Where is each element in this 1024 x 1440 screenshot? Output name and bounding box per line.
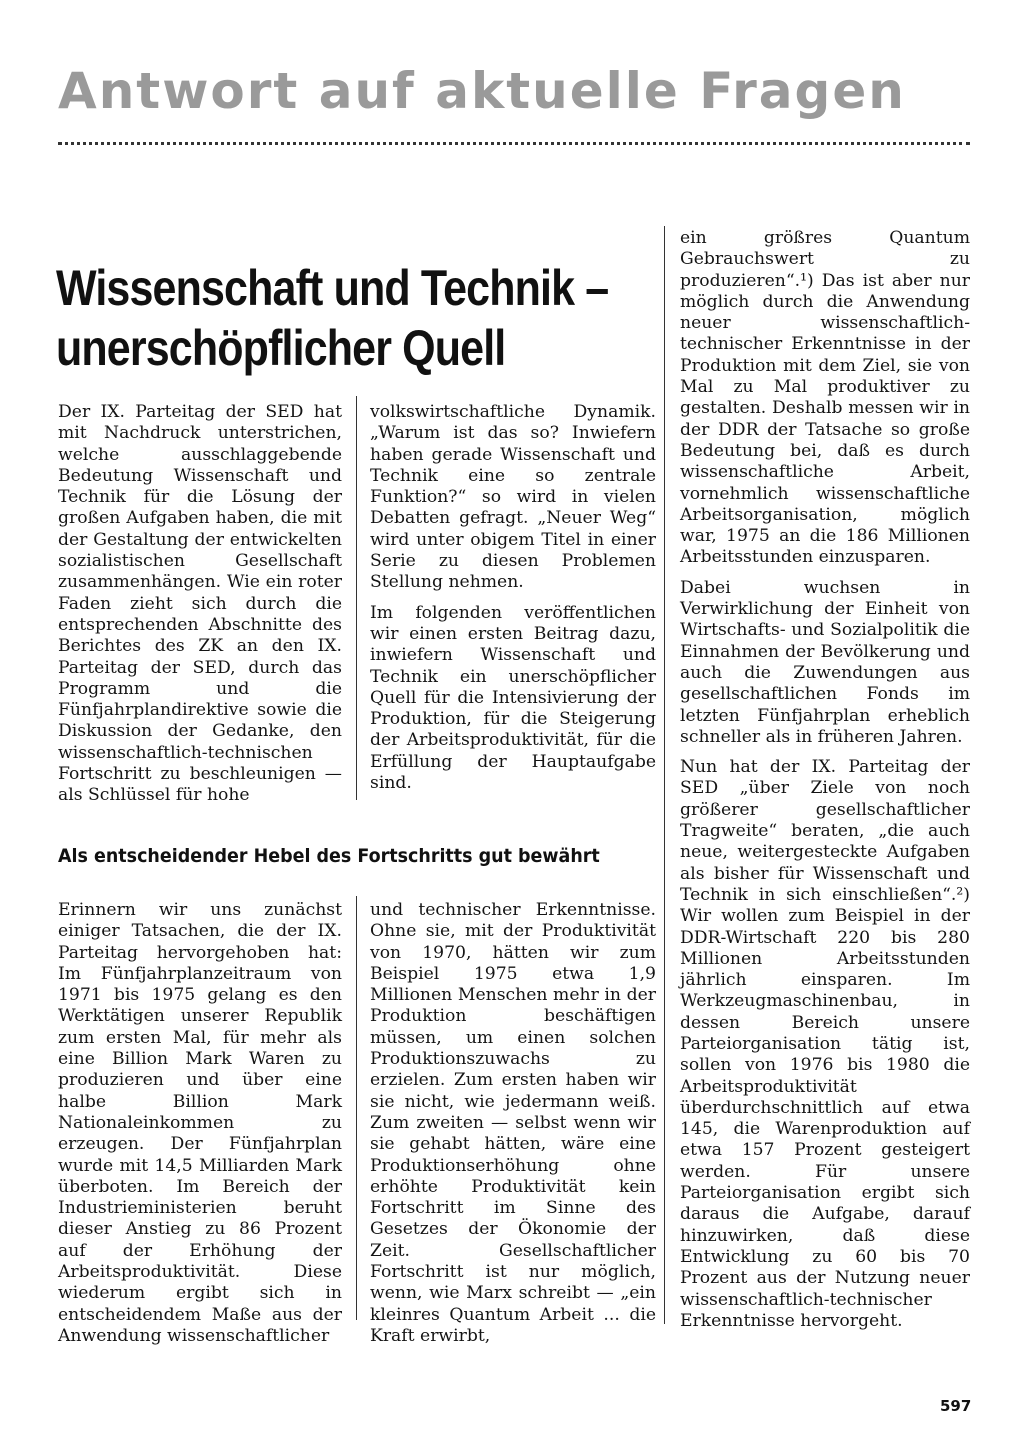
rubric-heading: Antwort auf aktuelle Fragen	[58, 62, 906, 120]
headline-line-2: unerschöpflicher Quell	[56, 319, 506, 376]
article-headline	[56, 258, 609, 378]
body-column-2	[370, 900, 656, 1347]
page-number: 597	[940, 1397, 972, 1415]
section-subheading: Als entscheidender Hebel des Fortschritts gut bewährt	[58, 845, 600, 867]
intro-paragraph-1: Der IX. Parteitag der SED hat mit Nachdruck unterstrichen, welche ausschlaggebende Bedeutung Wissenschaft und Technik für die Lösung der großen Aufgaben haben, die mit der Gestaltung der entwickelten sozialistischen Gesellschaft zusammenhängen. Wie ein roter Faden zieht sich durch die entsprechenden Abschnitte des Berichtes des ZK an den IX. Parteitag der SED, durch das Programm und die Fünfjahrplandirektive sowie die Diskussion der Gedanke, den wissenschaftlich-technischen Fortschritt zu beschleunigen — als Schlüssel für hohe	[58, 402, 342, 806]
intro-paragraph-3: Im folgenden veröffentlichen wir einen ersten Beitrag dazu, inwiefern Wissenschaft und Technik ein unerschöpflicher Quell für die Intensivierung der Produktion, für die Steigerung der Arbeitsproduktivität, für die Erfüllung der Hauptaufgabe sind.	[370, 602, 656, 794]
rubric-divider	[58, 142, 970, 145]
body-paragraph-1: Erinnern wir uns zunächst einiger Tatsachen, die der IX. Parteitag hervorgehoben hat: Im Fünfjahrplanzeitraum von 1971 bis 1975 gelang es den Werktätigen unserer Republik zum ersten Mal, für mehr als eine Billion Mark Waren zu produzieren und über eine halbe Billion Mark Nationaleinkommen zu erzeugen. Der Fünfjahrplan wurde mit 14,5 Milliarden Mark überboten. Im Bereich der Industrieministerien beruht dieser Anstieg zu 86 Prozent auf der Erhöhung der Arbeitsproduktivität. Diese wiederum ergibt sich in entscheidendem Maße aus der Anwendung wissenschaftlicher	[58, 900, 342, 1346]
body-column-1	[58, 900, 342, 1347]
intro-column-2	[370, 402, 656, 794]
column-divider	[356, 396, 357, 800]
right-paragraph-2: Dabei wuchsen in Verwirklichung der Einheit von Wirtschafts- und Sozialpolitik die Einnahmen der Bevölkerung und auch die Zuwendungen aus gesellschaftlichen Fonds im letzten Fünfjahrplan erheblich schneller als in früheren Jahren.	[680, 577, 970, 747]
column-divider	[356, 896, 357, 1320]
headline-line-1: Wissenschaft und Technik –	[56, 259, 609, 316]
column-divider	[664, 226, 665, 1324]
intro-column-1	[58, 402, 342, 807]
body-paragraph-2: und technischer Erkenntnisse. Ohne sie, mit der Produktivität von 1970, hätten wir zum Beispiel 1975 etwa 1,9 Millionen Menschen mehr in der Produktion beschäftigen müssen, um einen solchen Produktionszuwachs zu erzielen. Zum ersten haben wir sie nicht, wie jedermann weiß. Zum zweiten — selbst wenn wir sie gehabt hätten, wäre eine Produktionserhöhung ohne erhöhte Produktivität kein Fortschritt im Sinne des Gesetzes der Ökonomie der Zeit. Gesellschaftlicher Fortschritt ist nur möglich, wenn, wie Marx schreibt — „ein kleinres Quantum Arbeit ... die Kraft erwirbt,	[370, 900, 656, 1346]
intro-paragraph-2: volkswirtschaftliche Dynamik. „Warum ist das so? Inwiefern haben gerade Wissenschaft und Technik eine so zentrale Funktion?“ so wird in vielen Debatten gefragt. „Neuer Weg“ wird unter obigem Titel in einer Serie zu diesen Problemen Stellung nehmen.	[370, 402, 656, 593]
right-paragraph-3: Nun hat der IX. Parteitag der SED „über Ziele von noch größerer gesellschaftlicher Tragweite“ beraten, „die auch neue, weitergesteckte Aufgaben als bisher für Wissenschaft und Technik in sich einschließen“.²) Wir wollen zum Beispiel in der DDR-Wirtschaft 220 bis 280 Millionen Arbeitsstunden jährlich einsparen. Im Werkzeugmaschinenbau, in dessen Bereich unsere Parteiorganisation tätig ist, sollen von 1976 bis 1980 die Arbeitsproduktivität überdurchschnittlich auf etwa 145, die Warenproduktion auf etwa 157 Prozent gesteigert werden. Für unsere Parteiorganisation ergibt sich daraus die Aufgabe, darauf hinzuwirken, daß diese Entwicklung zu 60 bis 70 Prozent aus der Nutzung neuer wissenschaftlich-technischer Erkenntnisse hervorgeht.	[680, 757, 970, 1331]
right-paragraph-1: ein größres Quantum Gebrauchswert zu produzieren“.¹) Das ist aber nur möglich durch die Anwendung neuer wissenschaftlich-technischer Erkenntnisse in der Produktion mit dem Ziel, sie von Mal zu Mal produktiver zu gestalten. Deshalb messen wir in der DDR der Tatsache so große Bedeutung bei, daß es durch wissenschaftliche Arbeit, vornehmlich wissenschaftliche Arbeitsorganisation, möglich war, 1975 an die 186 Millionen Arbeitsstunden einzusparen.	[680, 228, 970, 568]
right-column	[680, 228, 970, 1332]
